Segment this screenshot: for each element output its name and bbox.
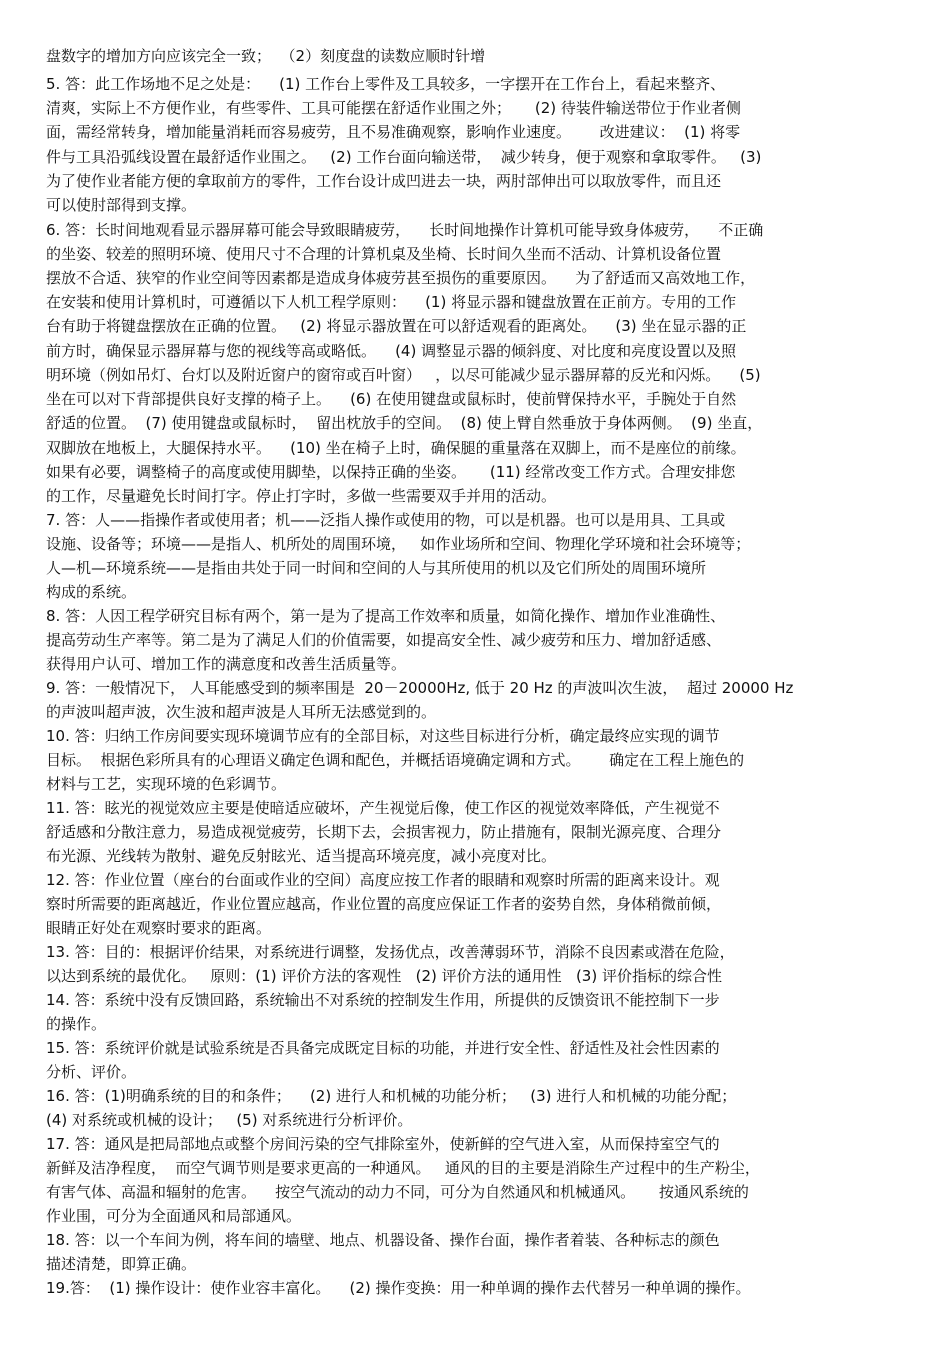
text-line: 目标。 根据色彩所具有的心理语义确定色调和配色，并概括语境确定调和方式。 确定在工程上施色的 bbox=[46, 751, 745, 769]
text-line: 设施、设备等；环境——是指人、机所处的周围环境， 如作业场所和空间、物理化学环境和社会环境等； bbox=[46, 535, 751, 553]
text-line: 16. 答：(1)明确系统的目的和条件； (2) 进行人和机械的功能分析； (3) 进行人和机械的功能分配； bbox=[46, 1087, 737, 1105]
text-line: 8. 答：人因工程学研究目标有两个，第一是为了提高工作效率和质量，如简化操作、增加作业准确性、 bbox=[46, 607, 726, 625]
text-line: 盘数字的增加方向应该完全一致； （2）刻度盘的读数应顺时针增 bbox=[46, 47, 486, 65]
text-line: 17. 答：通风是把局部地点或整个房间污染的空气排除室外，使新鲜的空气进入室，从而保持室空气的 bbox=[46, 1135, 720, 1153]
text-line: 台有助于将键盘摆放在正确的位置。 (2) 将显示器放置在可以舒适观看的距离处。 (3) 坐在显示器的正 bbox=[46, 317, 747, 335]
text-line: 在安装和使用计算机时，可遵循以下人机工程学原则： (1) 将显示器和键盘放置在正前方。专用的工作 bbox=[46, 293, 737, 311]
text-line: 构成的系统。 bbox=[46, 583, 137, 601]
text-line: 提高劳动生产率等。第二是为了满足人们的价值需要，如提高安全性、减少疲劳和压力、增加舒适感、 bbox=[46, 631, 722, 649]
text-line: 可以使肘部得到支撑。 bbox=[46, 196, 197, 214]
text-line: 11. 答：眩光的视觉效应主要是使暗适应破坏，产生视觉后像，使工作区的视觉效率降低，产生视觉不 bbox=[46, 799, 720, 817]
text-line: 有害气体、高温和辐射的危害。 按空气流动的动力不同，可分为自然通风和机械通风。 按通风系统的 bbox=[46, 1183, 749, 1201]
text-line: 件与工具沿弧线设置在最舒适作业围之。 (2) 工作台面向输送带， 减少转身，便于观察和拿取零件。 (3) bbox=[46, 148, 762, 166]
text-line: 双脚放在地板上，大腿保持水平。 (10) 坐在椅子上时，确保腿的重量落在双脚上，而不是座位的前缘。 bbox=[46, 439, 746, 457]
text-line: 以达到系统的最优化。 原则：(1) 评价方法的客观性 (2) 评价方法的通用性 (3) 评价指标的综合性 bbox=[46, 967, 722, 985]
text-line: 15. 答：系统评价就是试验系统是否具备完成既定目标的功能，并进行安全性、舒适性及社会性因素的 bbox=[46, 1039, 720, 1057]
text-line: 18. 答：以一个车间为例，将车间的墙壁、地点、机器设备、操作台面，操作者着装、各种标志的颜色 bbox=[46, 1231, 720, 1249]
text-line: 获得用户认可、增加工作的满意度和改善生活质量等。 bbox=[46, 655, 407, 673]
text-line: 坐在可以对下背部提供良好支撑的椅子上。 (6) 在使用键盘或鼠标时，使前臂保持水平，手腕处于自然 bbox=[46, 390, 737, 408]
text-line: 人—机—环境系统——是指由共处于同一时间和空间的人与其所使用的机以及它们所处的周围环境所 bbox=[46, 559, 707, 577]
text-line: 布光源、光线转为散射、避免反射眩光、适当提高环境亮度，减小亮度对比。 bbox=[46, 847, 557, 865]
text-line: (4) 对系统或机械的设计； (5) 对系统进行分析评价。 bbox=[46, 1111, 413, 1129]
text-line: 摆放不合适、狭窄的作业空间等因素都是造成身体疲劳甚至损伤的重要原因。 为了舒适而又高效地工作， bbox=[46, 269, 756, 287]
text-line: 清爽，实际上不方便作业，有些零件、工具可能摆在舒适作业围之外； (2) 待装件输送带位于作业者侧 bbox=[46, 99, 741, 117]
text-line: 眼睛正好处在观察时要求的距离。 bbox=[46, 919, 272, 937]
text-line: 6. 答：长时间地观看显示器屏幕可能会导致眼睛疲劳， 长时间地操作计算机可能导致身体疲劳， 不正确 bbox=[46, 221, 764, 239]
text-line: 明环境（例如吊灯、台灯以及附近窗户的窗帘或百叶窗） ，以尽可能减少显示器屏幕的反光和闪烁。 (5) bbox=[46, 366, 761, 384]
text-line: 如果有必要，调整椅子的高度或使用脚垫，以保持正确的坐姿。 (11) 经常改变工作方式。合理安排您 bbox=[46, 463, 736, 481]
text-line: 14. 答：系统中没有反馈回路，系统输出不对系统的控制发生作用，所提供的反馈资讯不能控制下一步 bbox=[46, 991, 720, 1009]
text-line: 察时所需要的距离越近，作业位置应越高，作业位置的高度应保证工作者的姿势自然，身体稍微前倾， bbox=[46, 895, 722, 913]
text-line: 7. 答：人——指操作者或使用者；机——泛指人操作或使用的物，可以是机器。也可以是用具、工具或 bbox=[46, 511, 726, 529]
text-line: 的坐姿、较差的照明环境、使用尺寸不合理的计算机桌及坐椅、长时间久坐而不活动、计算机设备位置 bbox=[46, 245, 722, 263]
text-line: 为了使作业者能方便的拿取前方的零件，工作台设计成凹进去一块，两肘部伸出可以取放零件，而且还 bbox=[46, 172, 722, 190]
text-line: 面，需经常转身，增加能量消耗而容易疲劳，且不易准确观察，影响作业速度。 改进建议： (1) 将零 bbox=[46, 123, 741, 141]
text-line: 9. 答：一般情况下， 人耳能感受到的频率围是 20－20000Hz, 低于 20 Hz 的声波叫次生波， 超过 20000 Hz bbox=[46, 679, 794, 697]
text-line: 新鲜及洁净程度， 而空气调节则是要求更高的一种通风。 通风的目的主要是消除生产过程中的生产粉尘， bbox=[46, 1159, 760, 1177]
text-line: 舒适的位置。 (7) 使用键盘或鼠标时， 留出枕放手的空间。 (8) 使上臂自然垂放于身体两侧。 (9) 坐直， bbox=[46, 414, 763, 432]
text-line: 13. 答：目的：根据评价结果，对系统进行调整，发扬优点，改善薄弱环节，消除不良因素或潜在危险， bbox=[46, 943, 735, 961]
text-line: 舒适感和分散注意力，易造成视觉疲劳，长期下去，会损害视力，防止措施有，限制光源亮度、合理分 bbox=[46, 823, 722, 841]
text-line: 5. 答：此工作场地不足之处是： (1) 工作台上零件及工具较多，一字摆开在工作台上，看起来整齐、 bbox=[46, 75, 726, 93]
text-line: 作业围，可分为全面通风和局部通风。 bbox=[46, 1207, 302, 1225]
text-line: 12. 答：作业位置（座台的台面或作业的空间）高度应按工作者的眼睛和观察时所需的距离来设计。观 bbox=[46, 871, 720, 889]
text-line: 10. 答：归纳工作房间要实现环境调节应有的全部目标，对这些目标进行分析，确定最终应实现的调节 bbox=[46, 727, 720, 745]
text-line: 的工作，尽量避免长时间打字。停止打字时，多做一些需要双手并用的活动。 bbox=[46, 487, 557, 505]
text-line: 的操作。 bbox=[46, 1015, 107, 1033]
text-line: 描述清楚，即算正确。 bbox=[46, 1255, 197, 1273]
text-line: 的声波叫超声波，次生波和超声波是人耳所无法感觉到的。 bbox=[46, 703, 437, 721]
text-line: 前方时，确保显示器屏幕与您的视线等高或略低。 (4) 调整显示器的倾斜度、对比度和亮度设置以及照 bbox=[46, 342, 737, 360]
text-line: 分析、评价。 bbox=[46, 1063, 137, 1081]
text-line: 材料与工艺，实现环境的色彩调节。 bbox=[46, 775, 287, 793]
text-line: 19.答： (1) 操作设计：使作业容丰富化。 (2) 操作变换：用一种单调的操作去代替另一种单调的操作。 bbox=[46, 1279, 751, 1297]
